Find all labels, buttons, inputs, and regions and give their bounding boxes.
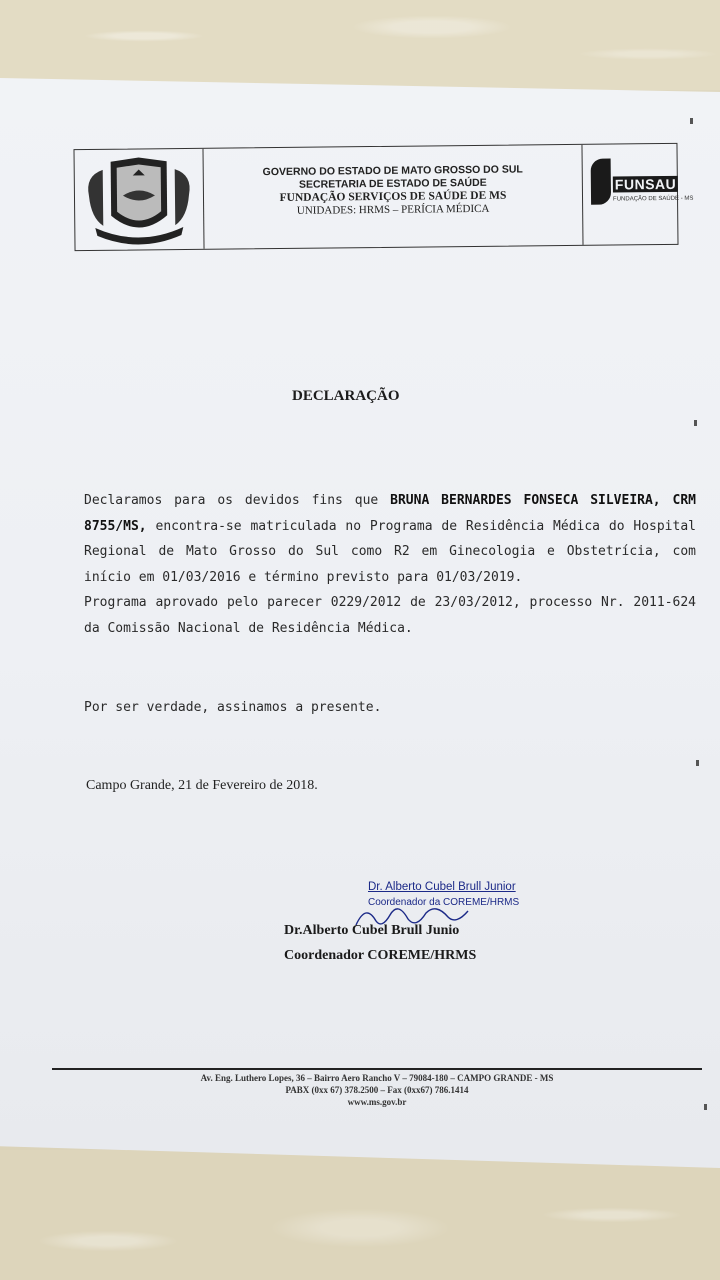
seal-box <box>74 149 204 250</box>
letterhead <box>73 143 694 251</box>
document-title: DECLARAÇÃO <box>292 388 400 404</box>
footer-phone: PABX (0xx 67) 378.2500 – Fax (0xx67) 786.1414 <box>285 1085 469 1095</box>
letterhead-text <box>205 163 582 219</box>
header-government: GOVERNO DO ESTADO DE MATO GROSSO DO SUL <box>262 163 523 179</box>
margin-mark <box>696 760 699 766</box>
header-secretariat: SECRETARIA DE ESTADO DE SAÚDE <box>298 176 487 191</box>
funsau-logo-subtitle: FUNDAÇÃO DE SAÚDE - MS <box>613 195 694 203</box>
margin-mark <box>694 420 697 426</box>
funsau-logo-box <box>581 144 694 245</box>
fabric-background-bottom <box>0 1150 720 1280</box>
stamp-name: Dr. Alberto Cubel Brull Junior <box>368 881 516 893</box>
header-units: UNIDADES: HRMS – PERÍCIA MÉDICA <box>296 202 490 217</box>
declaration-paragraph-1 <box>84 488 696 590</box>
footer <box>52 1072 702 1108</box>
header-foundation: FUNDAÇÃO SERVIÇOS DE SAÚDE DE MS <box>279 189 507 205</box>
resident-name: BRUNA BERNARDES FONSECA SILVEIRA, CRM 8755/MS, <box>84 493 696 534</box>
place-and-date: Campo Grande, 21 de Fevereiro de 2018. <box>86 778 318 793</box>
signer-name: Dr.Alberto Cubel Brull Junio <box>284 923 460 938</box>
funsau-f-icon <box>591 159 611 205</box>
footer-address: Av. Eng. Luthero Lopes, 36 – Bairro Aero Rancho V – 79084-180 – CAMPO GRANDE - MS <box>200 1073 554 1083</box>
margin-mark <box>690 118 693 124</box>
footer-divider <box>52 1068 702 1070</box>
p1-suffix: encontra-se matriculada no Programa de Residência Médica do Hospital Regional de Mato Grosso do Sul como R2 em Ginecologia e Obstetrícia, com início em 01/03/2016 e término previsto para 01/03/2019. <box>84 518 696 585</box>
margin-mark <box>704 1104 707 1110</box>
signer-role: Coordenador COREME/HRMS <box>284 948 477 963</box>
funsau-logo-name: FUNSAU <box>614 175 677 193</box>
fabric-background-top <box>0 0 720 90</box>
coordinator-stamp <box>368 880 519 910</box>
stamp-role: Coordenador da COREME/HRMS <box>368 897 520 908</box>
declaration-paragraph-2: Programa aprovado pelo parecer 0229/2012 de 23/03/2012, processo Nr. 2011-624 da Comissão Nacional de Residência Médica. <box>84 595 696 636</box>
signer-block <box>284 918 476 968</box>
footer-web: www.ms.gov.br <box>347 1097 407 1107</box>
p1-prefix: Declaramos para os devidos fins que <box>84 493 391 508</box>
state-coat-of-arms-icon <box>83 155 196 246</box>
declaration-body <box>84 488 696 641</box>
closing-sentence: Por ser verdade, assinamos a presente. <box>84 700 382 715</box>
